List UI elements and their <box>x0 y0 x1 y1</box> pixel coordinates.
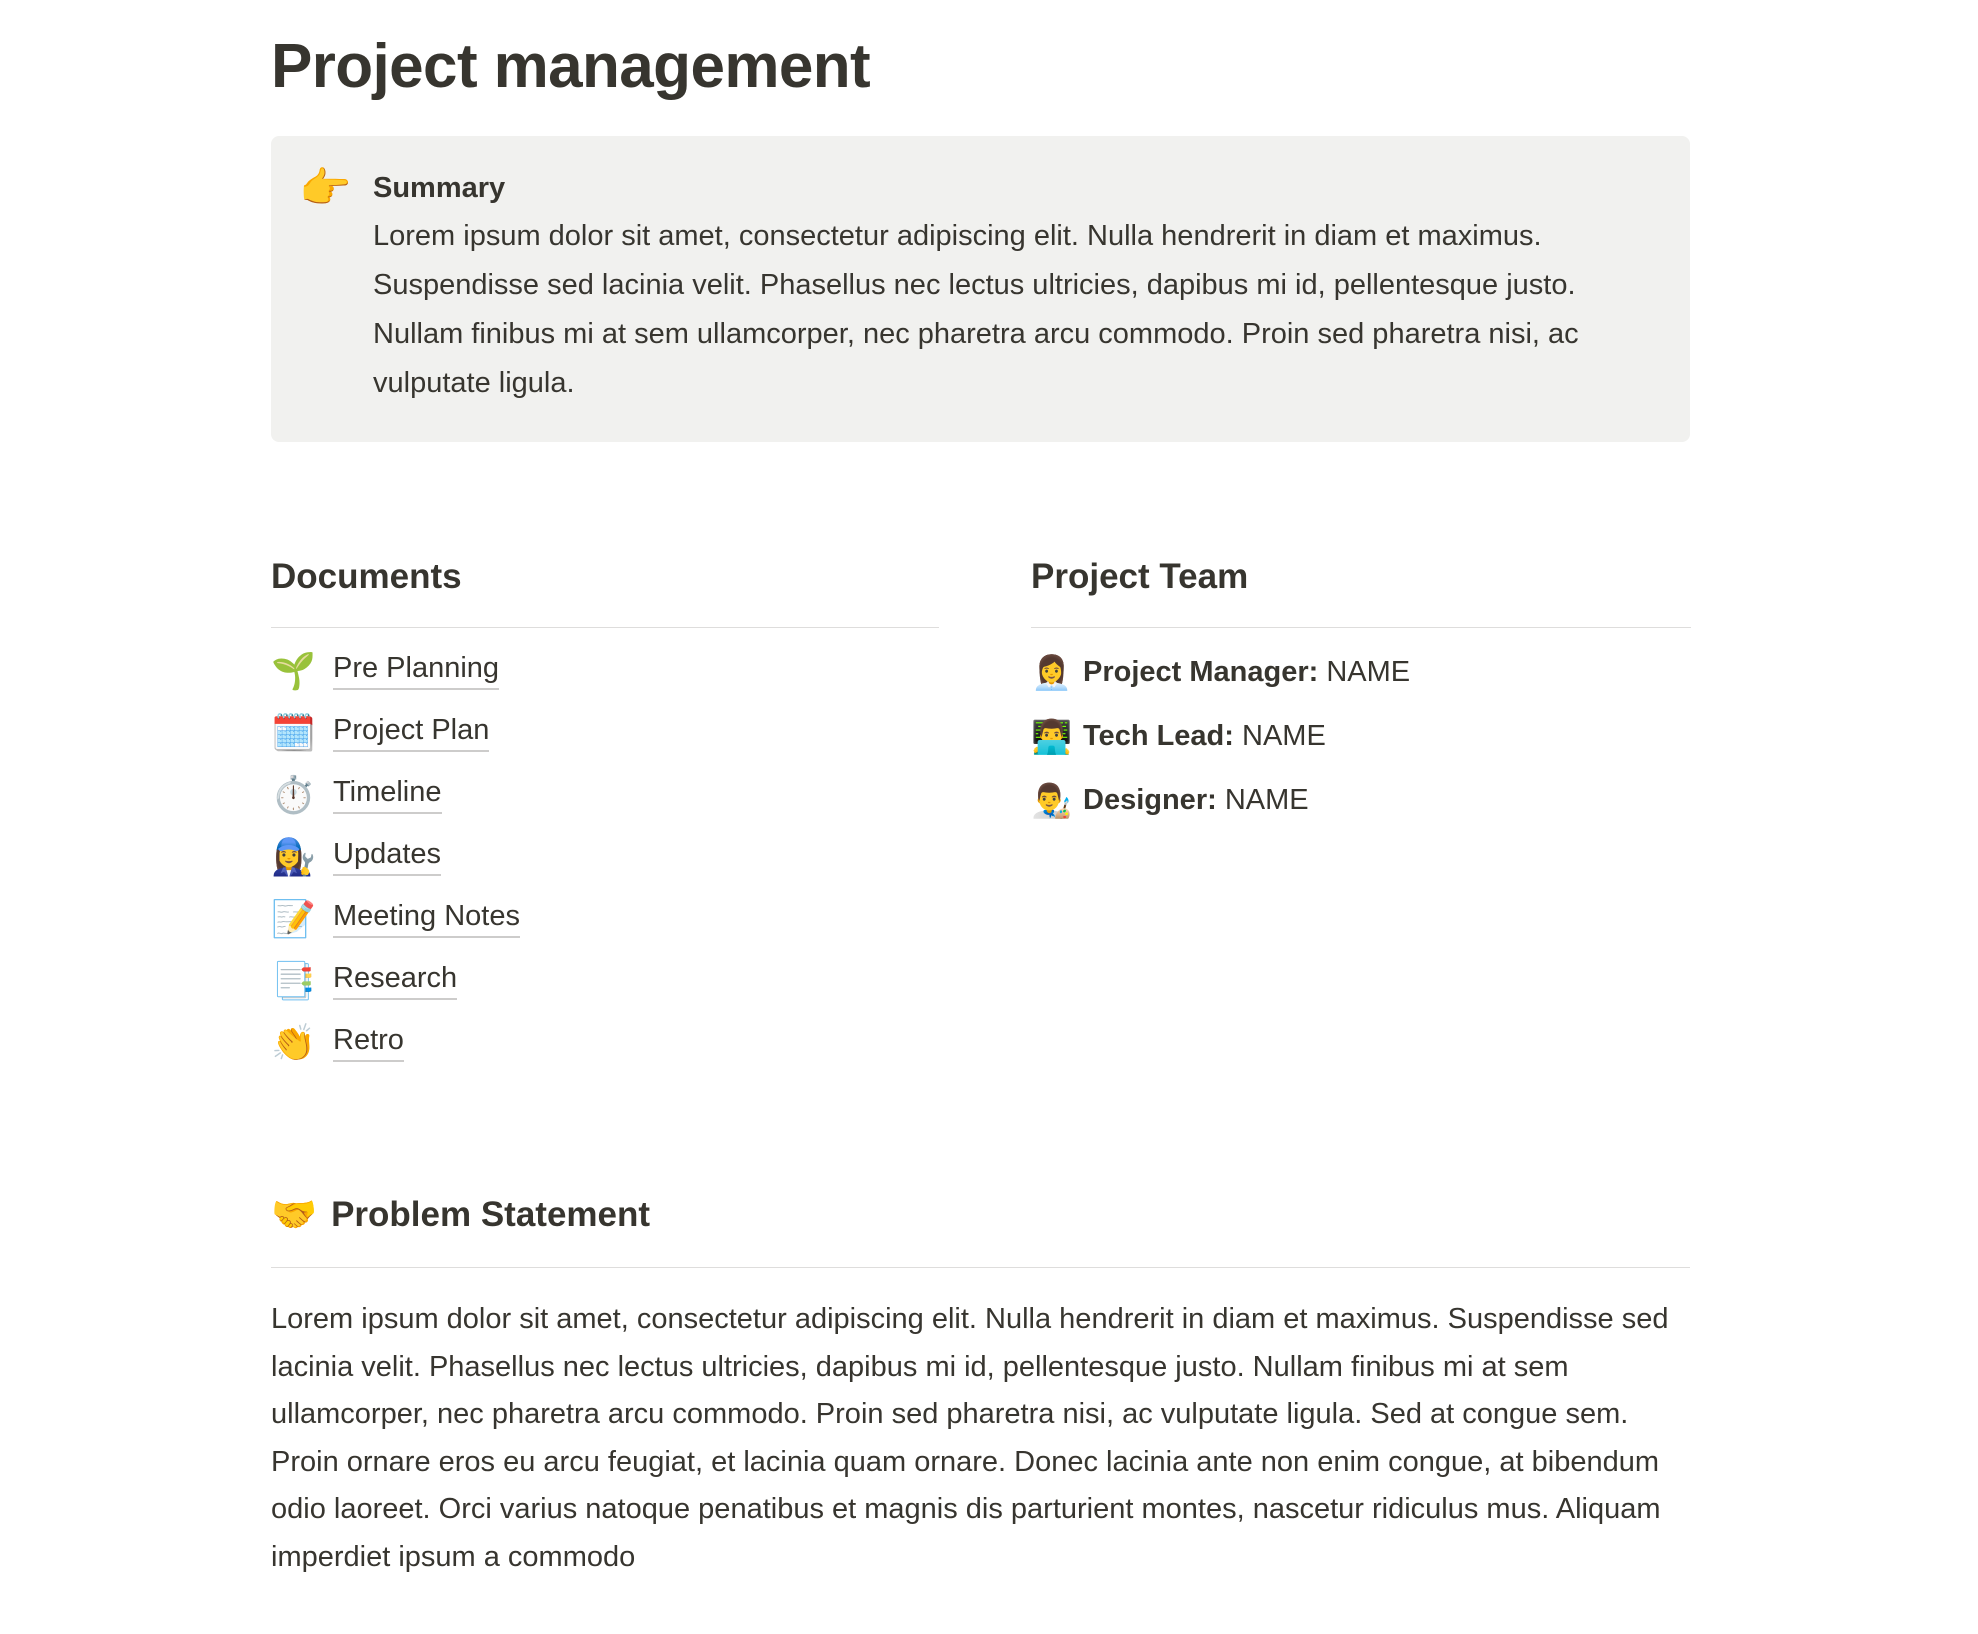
list-item <box>271 950 939 1012</box>
team-role-label: Tech Lead: <box>1083 719 1234 752</box>
problem-statement-section <box>271 1192 1690 1581</box>
pointing-right-icon: 👉 <box>299 164 352 212</box>
summary-callout <box>271 136 1690 442</box>
summary-callout-body: Lorem ipsum dolor sit amet, consectetur adipiscing elit. Nulla hendrerit in diam et maximus. Suspendisse sed lacinia velit. Phasellus nec lectus ultricies, dapibus mi id, pellentesque justo. Nullam finibus mi at sem ullamcorper, nec pharetra arcu commodo. Proin sed pharetra nisi, ac vulputate ligula. <box>373 220 1579 400</box>
page-title: Project management <box>271 32 871 101</box>
problem-statement-heading <box>271 1192 1690 1268</box>
clapping-hands-icon: 👏 <box>271 1022 316 1064</box>
problem-statement-heading-text: Problem Statement <box>331 1195 651 1235</box>
doc-link-timeline[interactable]: Timeline <box>333 776 442 814</box>
man-technologist-icon: 👨‍💻 <box>1031 717 1073 755</box>
columns-container <box>271 554 1690 1074</box>
handshake-icon: 🤝 <box>271 1194 318 1236</box>
team-member-name: NAME <box>1224 783 1309 816</box>
seedling-icon: 🌱 <box>271 650 316 692</box>
memo-icon: 📝 <box>271 898 316 940</box>
spiral-calendar-icon: 🗓️ <box>271 712 316 754</box>
list-item <box>271 1012 939 1074</box>
doc-link-research[interactable]: Research <box>333 962 457 1000</box>
project-team-column <box>1031 554 1691 1074</box>
doc-link-pre-planning[interactable]: Pre Planning <box>333 652 499 690</box>
list-item <box>271 640 939 702</box>
documents-list <box>271 628 939 1074</box>
team-member-row <box>1031 640 1691 704</box>
team-member-name: NAME <box>1242 719 1326 752</box>
project-team-list <box>1031 628 1691 832</box>
doc-link-meeting-notes[interactable]: Meeting Notes <box>333 900 520 938</box>
list-item <box>271 888 939 950</box>
summary-callout-title: Summary <box>373 172 506 205</box>
list-item <box>271 826 939 888</box>
bookmark-tabs-icon: 📑 <box>271 960 316 1002</box>
summary-callout-content <box>373 164 1640 408</box>
woman-mechanic-icon: 👩‍🔧 <box>271 836 316 878</box>
list-item <box>271 702 939 764</box>
team-role-label: Designer: <box>1083 783 1217 816</box>
documents-column <box>271 554 939 1074</box>
woman-office-worker-icon: 👩‍💼 <box>1031 653 1073 691</box>
stopwatch-icon: ⏱️ <box>271 774 316 816</box>
doc-link-project-plan[interactable]: Project Plan <box>333 714 489 752</box>
team-member-row <box>1031 704 1691 768</box>
list-item <box>271 764 939 826</box>
problem-statement-body: Lorem ipsum dolor sit amet, consectetur adipiscing elit. Nulla hendrerit in diam et maximus. Suspendisse sed lacinia velit. Phasellus nec lectus ultricies, dapibus mi id, pellentesque justo. Nullam finibus mi at sem ullamcorper, nec pharetra arcu commodo. Proin sed pharetra nisi, ac vulputate ligula. Sed at congue sem. Proin ornare eros eu arcu feugiat, et lacinia quam ornare. Donec lacinia ante non enim congue, at bibendum odio laoreet. Orci varius natoque penatibus et magnis dis parturient montes, nascetur ridiculus mus. Aliquam imperdiet ipsum a commodo <box>271 1303 1669 1573</box>
doc-link-updates[interactable]: Updates <box>333 838 441 876</box>
man-artist-icon: 👨‍🎨 <box>1031 781 1073 819</box>
team-member-row <box>1031 768 1691 832</box>
team-role-label: Project Manager: <box>1083 655 1319 688</box>
documents-heading: Documents <box>271 554 939 628</box>
doc-link-retro[interactable]: Retro <box>333 1024 404 1062</box>
team-member-name: NAME <box>1326 655 1411 688</box>
project-team-heading: Project Team <box>1031 554 1691 628</box>
